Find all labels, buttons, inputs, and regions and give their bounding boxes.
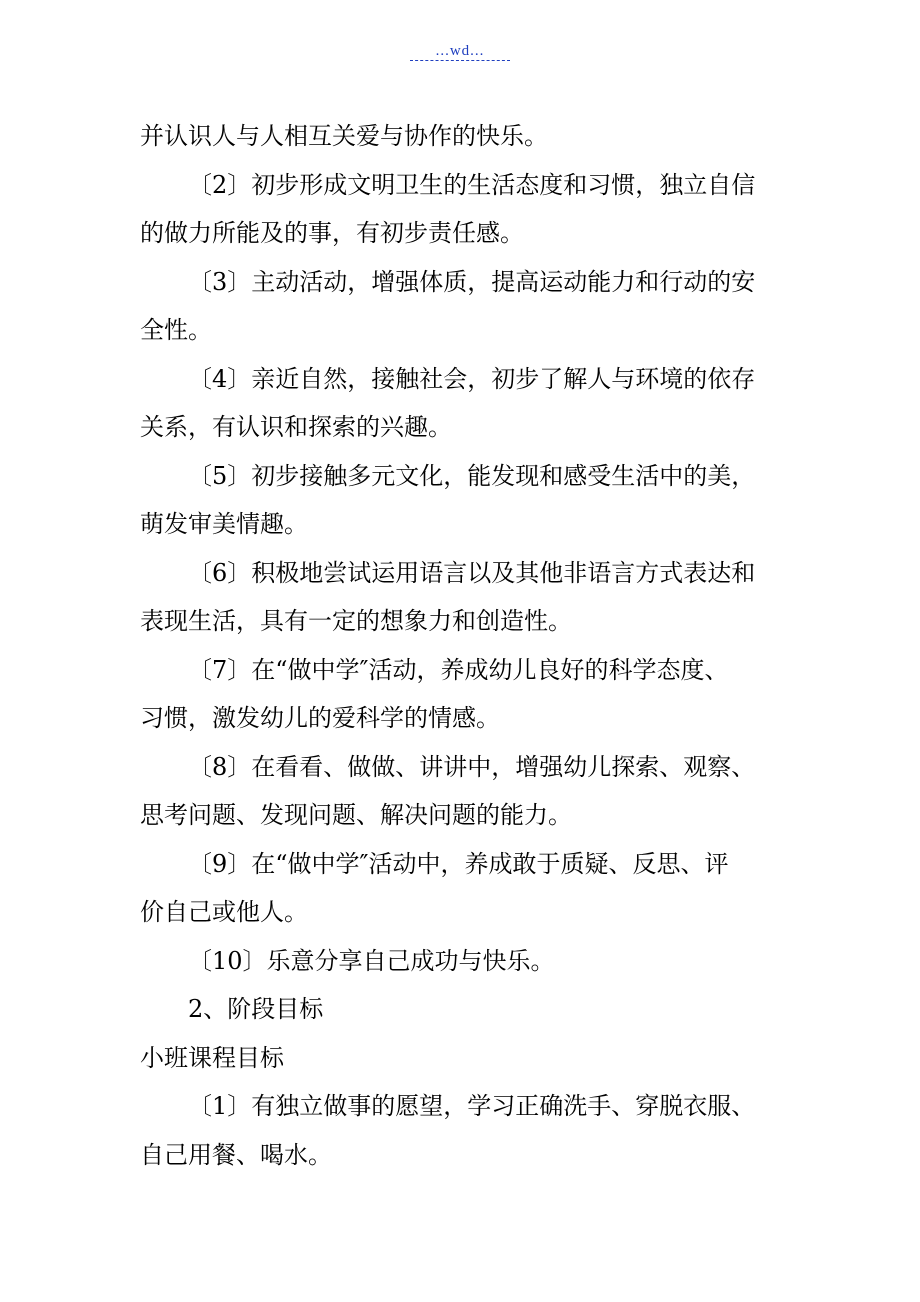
text-line: 〔9〕在“做中学″活动中，养成敢于质疑、反思、评 [188, 849, 729, 878]
text-line: 习惯，激发幼儿的爱科学的情感。 [140, 704, 500, 732]
document-body [140, 112, 780, 1179]
text-line: 〔10〕乐意分享自己成功与快乐。 [188, 946, 555, 975]
text-line: 〔6〕积极地尝试运用语言以及其他非语言方式表达和 [188, 558, 756, 587]
subsection-heading: 小班课程目标 [140, 1043, 284, 1072]
text-line: 思考问题、发现问题、解决问题的能力。 [140, 801, 572, 829]
text-line: 价自己或他人。 [140, 898, 308, 926]
text-line: 表现生活，具有一定的想象力和创造性。 [140, 607, 572, 635]
text-line: 〔2〕初步形成文明卫生的生活态度和习惯，独立自信 [188, 170, 756, 199]
text-line: 〔5〕初步接触多元文化，能发现和感受生活中的美， [188, 461, 756, 490]
text-line: 〔3〕主动活动，增强体质，提高运动能力和行动的安 [188, 267, 756, 296]
text-line: 〔8〕在看看、做做、讲讲中，增强幼儿探索、观察、 [188, 752, 756, 781]
text-line: 全性。 [140, 316, 212, 344]
text-line: 萌发审美情趣。 [140, 510, 308, 538]
text-line: 〔7〕在“做中学″活动，养成幼儿良好的科学态度、 [188, 655, 729, 684]
text-line: 自己用餐、喝水。 [140, 1140, 332, 1169]
text-line: 〔4〕亲近自然，接触社会，初步了解人与环境的依存 [188, 364, 756, 393]
section-heading: 2、阶段目标 [188, 995, 324, 1023]
text-line: 关系，有认识和探索的兴趣。 [140, 413, 452, 441]
text-line: 的做力所能及的事，有初步责任感。 [140, 219, 524, 247]
text-line: 〔1〕有独立做事的愿望，学习正确洗手、穿脱衣服、 [188, 1092, 756, 1120]
text-line: 并认识人与人相互关爱与协作的快乐。 [140, 122, 548, 150]
header-watermark: ...wd... [410, 42, 510, 61]
